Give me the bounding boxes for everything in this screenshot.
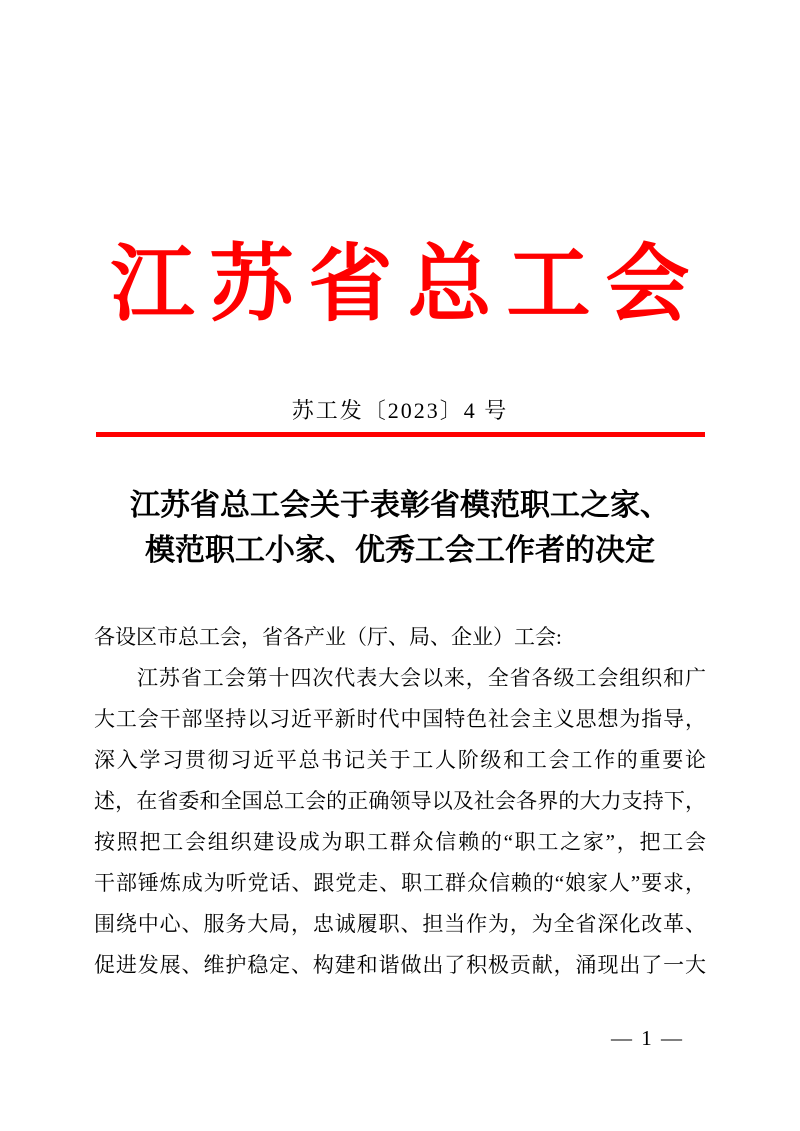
body-line: 深入学习贯彻习近平总书记关于工人阶级和工会工作的重要论 (94, 748, 706, 772)
doc-title-line-2: 模范职工小家、优秀工会工作者的决定 (145, 534, 655, 567)
body-line: 按照把工会组织建设成为职工群众信赖的“职工之家”，把工会 (94, 830, 706, 854)
salutation-line: 各设区市总工会，省各产业（厅、局、企业）工会: (94, 625, 562, 649)
body-line: 干部锤炼成为听党话、跟党走、职工群众信赖的“娘家人”要求， (94, 871, 706, 895)
body-line: 大工会干部坚持以习近平新时代中国特色社会主义思想为指导， (94, 707, 706, 731)
page-number: — 1 — (611, 1026, 684, 1050)
doc-title (0, 483, 800, 573)
body-line: 江苏省工会第十四次代表大会以来，全省各级工会组织和广 (137, 666, 706, 690)
org-title-header: 江苏省总工会 (110, 239, 705, 332)
body-line: 促进发展、维护稳定、构建和谐做出了积极贡献，涌现出了一大 (94, 953, 706, 977)
doc-number: 苏工发〔2023〕4 号 (291, 398, 509, 423)
body-text (94, 617, 706, 986)
body-line: 围绕中心、服务大局，忠诚履职、担当作为，为全省深化改革、 (94, 912, 706, 936)
doc-title-line-1: 江苏省总工会关于表彰省模范职工之家、 (130, 489, 670, 522)
body-line: 述，在省委和全国总工会的正确领导以及社会各界的大力支持下， (94, 789, 706, 813)
red-divider-rule (96, 432, 705, 437)
